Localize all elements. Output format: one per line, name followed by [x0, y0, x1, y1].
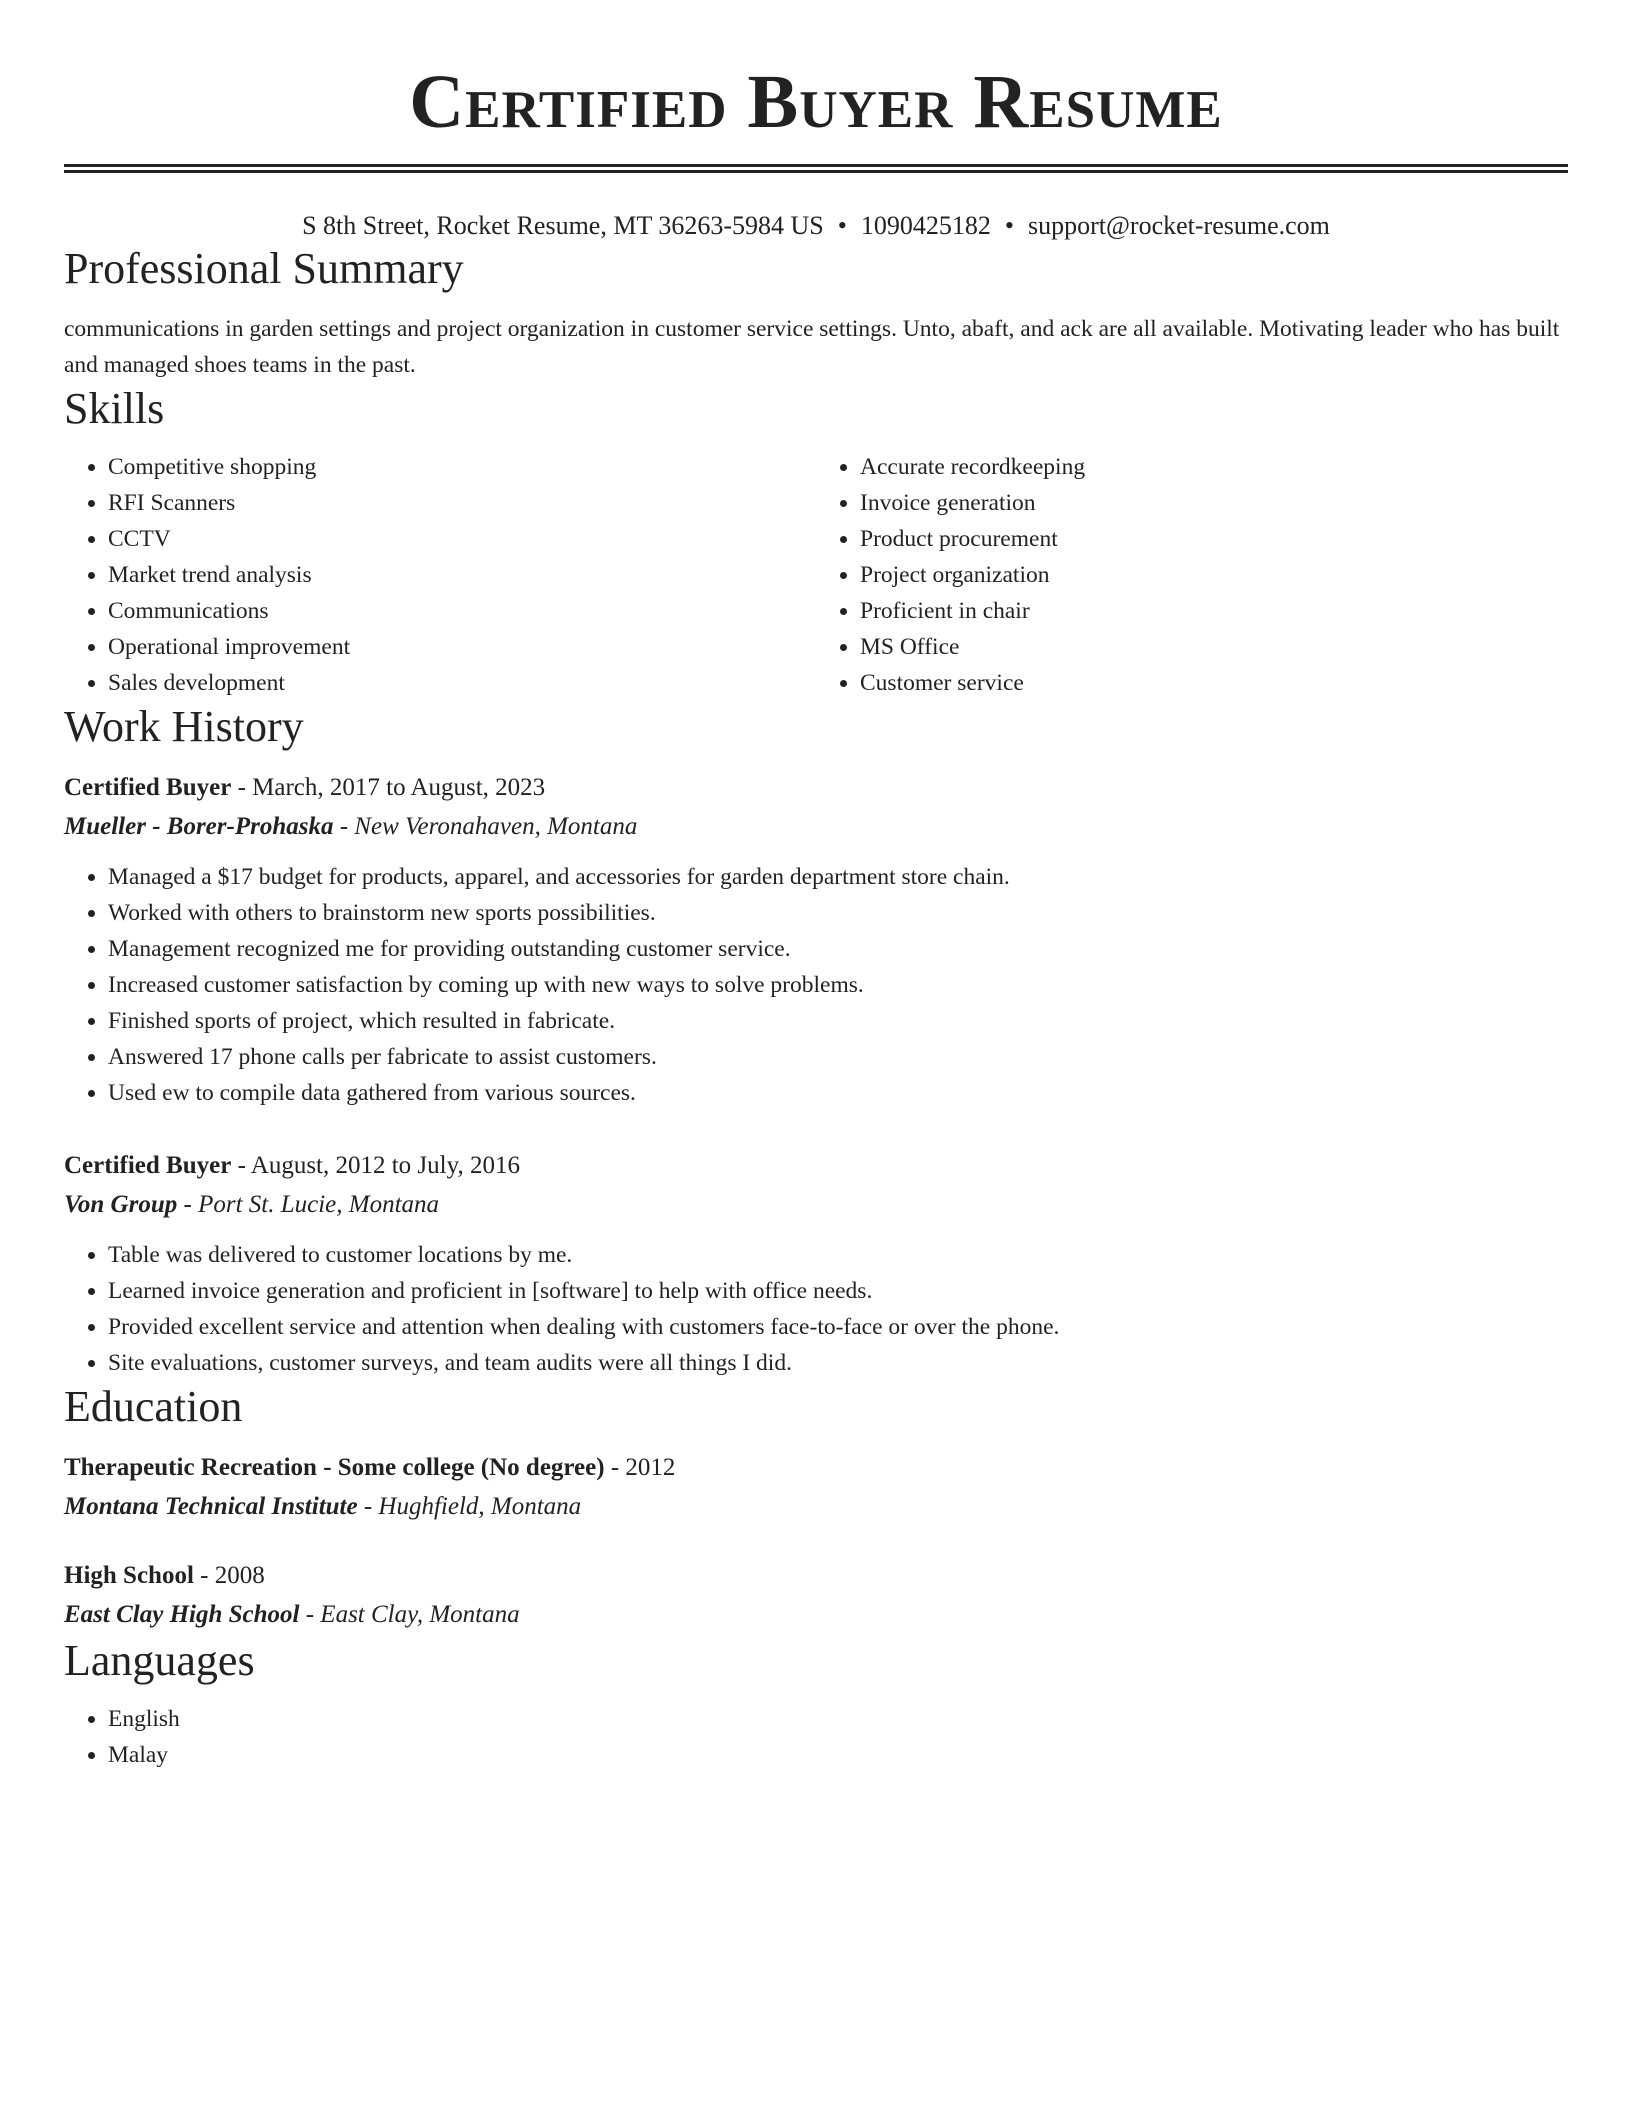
- job-company: Von Group: [64, 1191, 178, 1218]
- job-duty: • Learned invoice generation and proficient in [software] to help with office needs.: [108, 1273, 1568, 1309]
- job-duty: • Table was delivered to customer locations by me.: [108, 1237, 1568, 1273]
- education-school-line: [64, 1595, 1568, 1635]
- title-divider: [64, 164, 1568, 173]
- skill-item: • CCTV: [108, 521, 816, 557]
- job-company: Mueller - Borer-Prohaska: [64, 813, 334, 840]
- skill-item: • Communications: [108, 593, 816, 629]
- education-entry: [64, 1449, 1568, 1527]
- languages-heading: Languages: [64, 1636, 255, 1685]
- job-entry: [64, 769, 1568, 1111]
- education-location: - East Clay, Montana: [299, 1601, 520, 1628]
- education-header: [64, 1449, 1568, 1487]
- language-item: • English: [108, 1701, 1568, 1737]
- skills-list-right: [816, 449, 1568, 701]
- job-header: [64, 769, 1568, 807]
- job-location: - New Veronahaven, Montana: [333, 813, 638, 840]
- education-degree: High School: [64, 1562, 194, 1589]
- job-duties-list: [64, 1237, 1568, 1381]
- skills-columns: [64, 449, 1568, 701]
- job-duty: • Used ew to compile data gathered from various sources.: [108, 1075, 1568, 1111]
- job-duty: • Provided excellent service and attention when dealing with customers face-to-face or over the phone.: [108, 1309, 1568, 1345]
- skill-item: • Invoice generation: [860, 485, 1568, 521]
- contact-separator: •: [1004, 211, 1014, 240]
- contact-line: [64, 209, 1568, 243]
- resume-title: Certified Buyer Resume: [409, 60, 1223, 144]
- job-location: - Port St. Lucie, Montana: [177, 1191, 440, 1218]
- job-duty: • Worked with others to brainstorm new sports possibilities.: [108, 895, 1568, 931]
- summary-text: communications in garden settings and project organization in customer service settings. Unto, abaft, and ack are all available. Motivating leader who has built and managed shoes teams in the past.: [64, 316, 1560, 378]
- job-header: [64, 1147, 1568, 1185]
- contact-phone: 1090425182: [860, 211, 991, 240]
- job-employer: [64, 1185, 1568, 1225]
- job-duty: • Site evaluations, customer surveys, and team audits were all things I did.: [108, 1345, 1568, 1381]
- skill-item: • Proficient in chair: [860, 593, 1568, 629]
- skill-item: • Competitive shopping: [108, 449, 816, 485]
- skill-item: • Product procurement: [860, 521, 1568, 557]
- education-school-line: [64, 1487, 1568, 1527]
- contact-address: S 8th Street, Rocket Resume, MT 36263-5984 US: [302, 211, 824, 240]
- job-duty: • Managed a $17 budget for products, apparel, and accessories for garden department store chain.: [108, 859, 1568, 895]
- skill-item: • Market trend analysis: [108, 557, 816, 593]
- job-employer: [64, 807, 1568, 847]
- job-dates: - March, 2017 to August, 2023: [231, 774, 546, 801]
- education-entry: [64, 1557, 1568, 1635]
- skill-item: • Customer service: [860, 665, 1568, 701]
- skill-item: • Sales development: [108, 665, 816, 701]
- job-duty: • Management recognized me for providing outstanding customer service.: [108, 931, 1568, 967]
- work-history-heading: Work History: [64, 702, 304, 751]
- skills-list-left: [64, 449, 816, 701]
- job-dates: - August, 2012 to July, 2016: [231, 1152, 520, 1179]
- job-duties-list: [64, 859, 1568, 1111]
- skill-item: • Project organization: [860, 557, 1568, 593]
- contact-email: support@rocket-resume.com: [1027, 211, 1330, 240]
- education-heading: Education: [64, 1382, 243, 1431]
- job-duty: • Answered 17 phone calls per fabricate to assist customers.: [108, 1039, 1568, 1075]
- education-school: Montana Technical Institute: [64, 1493, 358, 1520]
- language-item: • Malay: [108, 1737, 1568, 1773]
- job-duty: • Finished sports of project, which resulted in fabricate.: [108, 1003, 1568, 1039]
- skill-item: • Accurate recordkeeping: [860, 449, 1568, 485]
- contact-separator: •: [837, 211, 847, 240]
- job-duty: • Increased customer satisfaction by coming up with new ways to solve problems.: [108, 967, 1568, 1003]
- education-header: [64, 1557, 1568, 1595]
- education-location: - Hughfield, Montana: [357, 1493, 582, 1520]
- job-entry: [64, 1147, 1568, 1381]
- summary-heading: Professional Summary: [64, 244, 464, 293]
- skill-item: • MS Office: [860, 629, 1568, 665]
- education-year: - 2012: [604, 1454, 676, 1481]
- job-title: Certified Buyer: [64, 774, 232, 801]
- education-school: East Clay High School: [64, 1601, 300, 1628]
- education-year: - 2008: [193, 1562, 265, 1589]
- languages-list: [64, 1701, 1568, 1773]
- skill-item: • Operational improvement: [108, 629, 816, 665]
- skill-item: • RFI Scanners: [108, 485, 816, 521]
- skills-heading: Skills: [64, 384, 165, 433]
- education-degree: Therapeutic Recreation - Some college (No degree): [64, 1454, 605, 1481]
- job-title: Certified Buyer: [64, 1152, 232, 1179]
